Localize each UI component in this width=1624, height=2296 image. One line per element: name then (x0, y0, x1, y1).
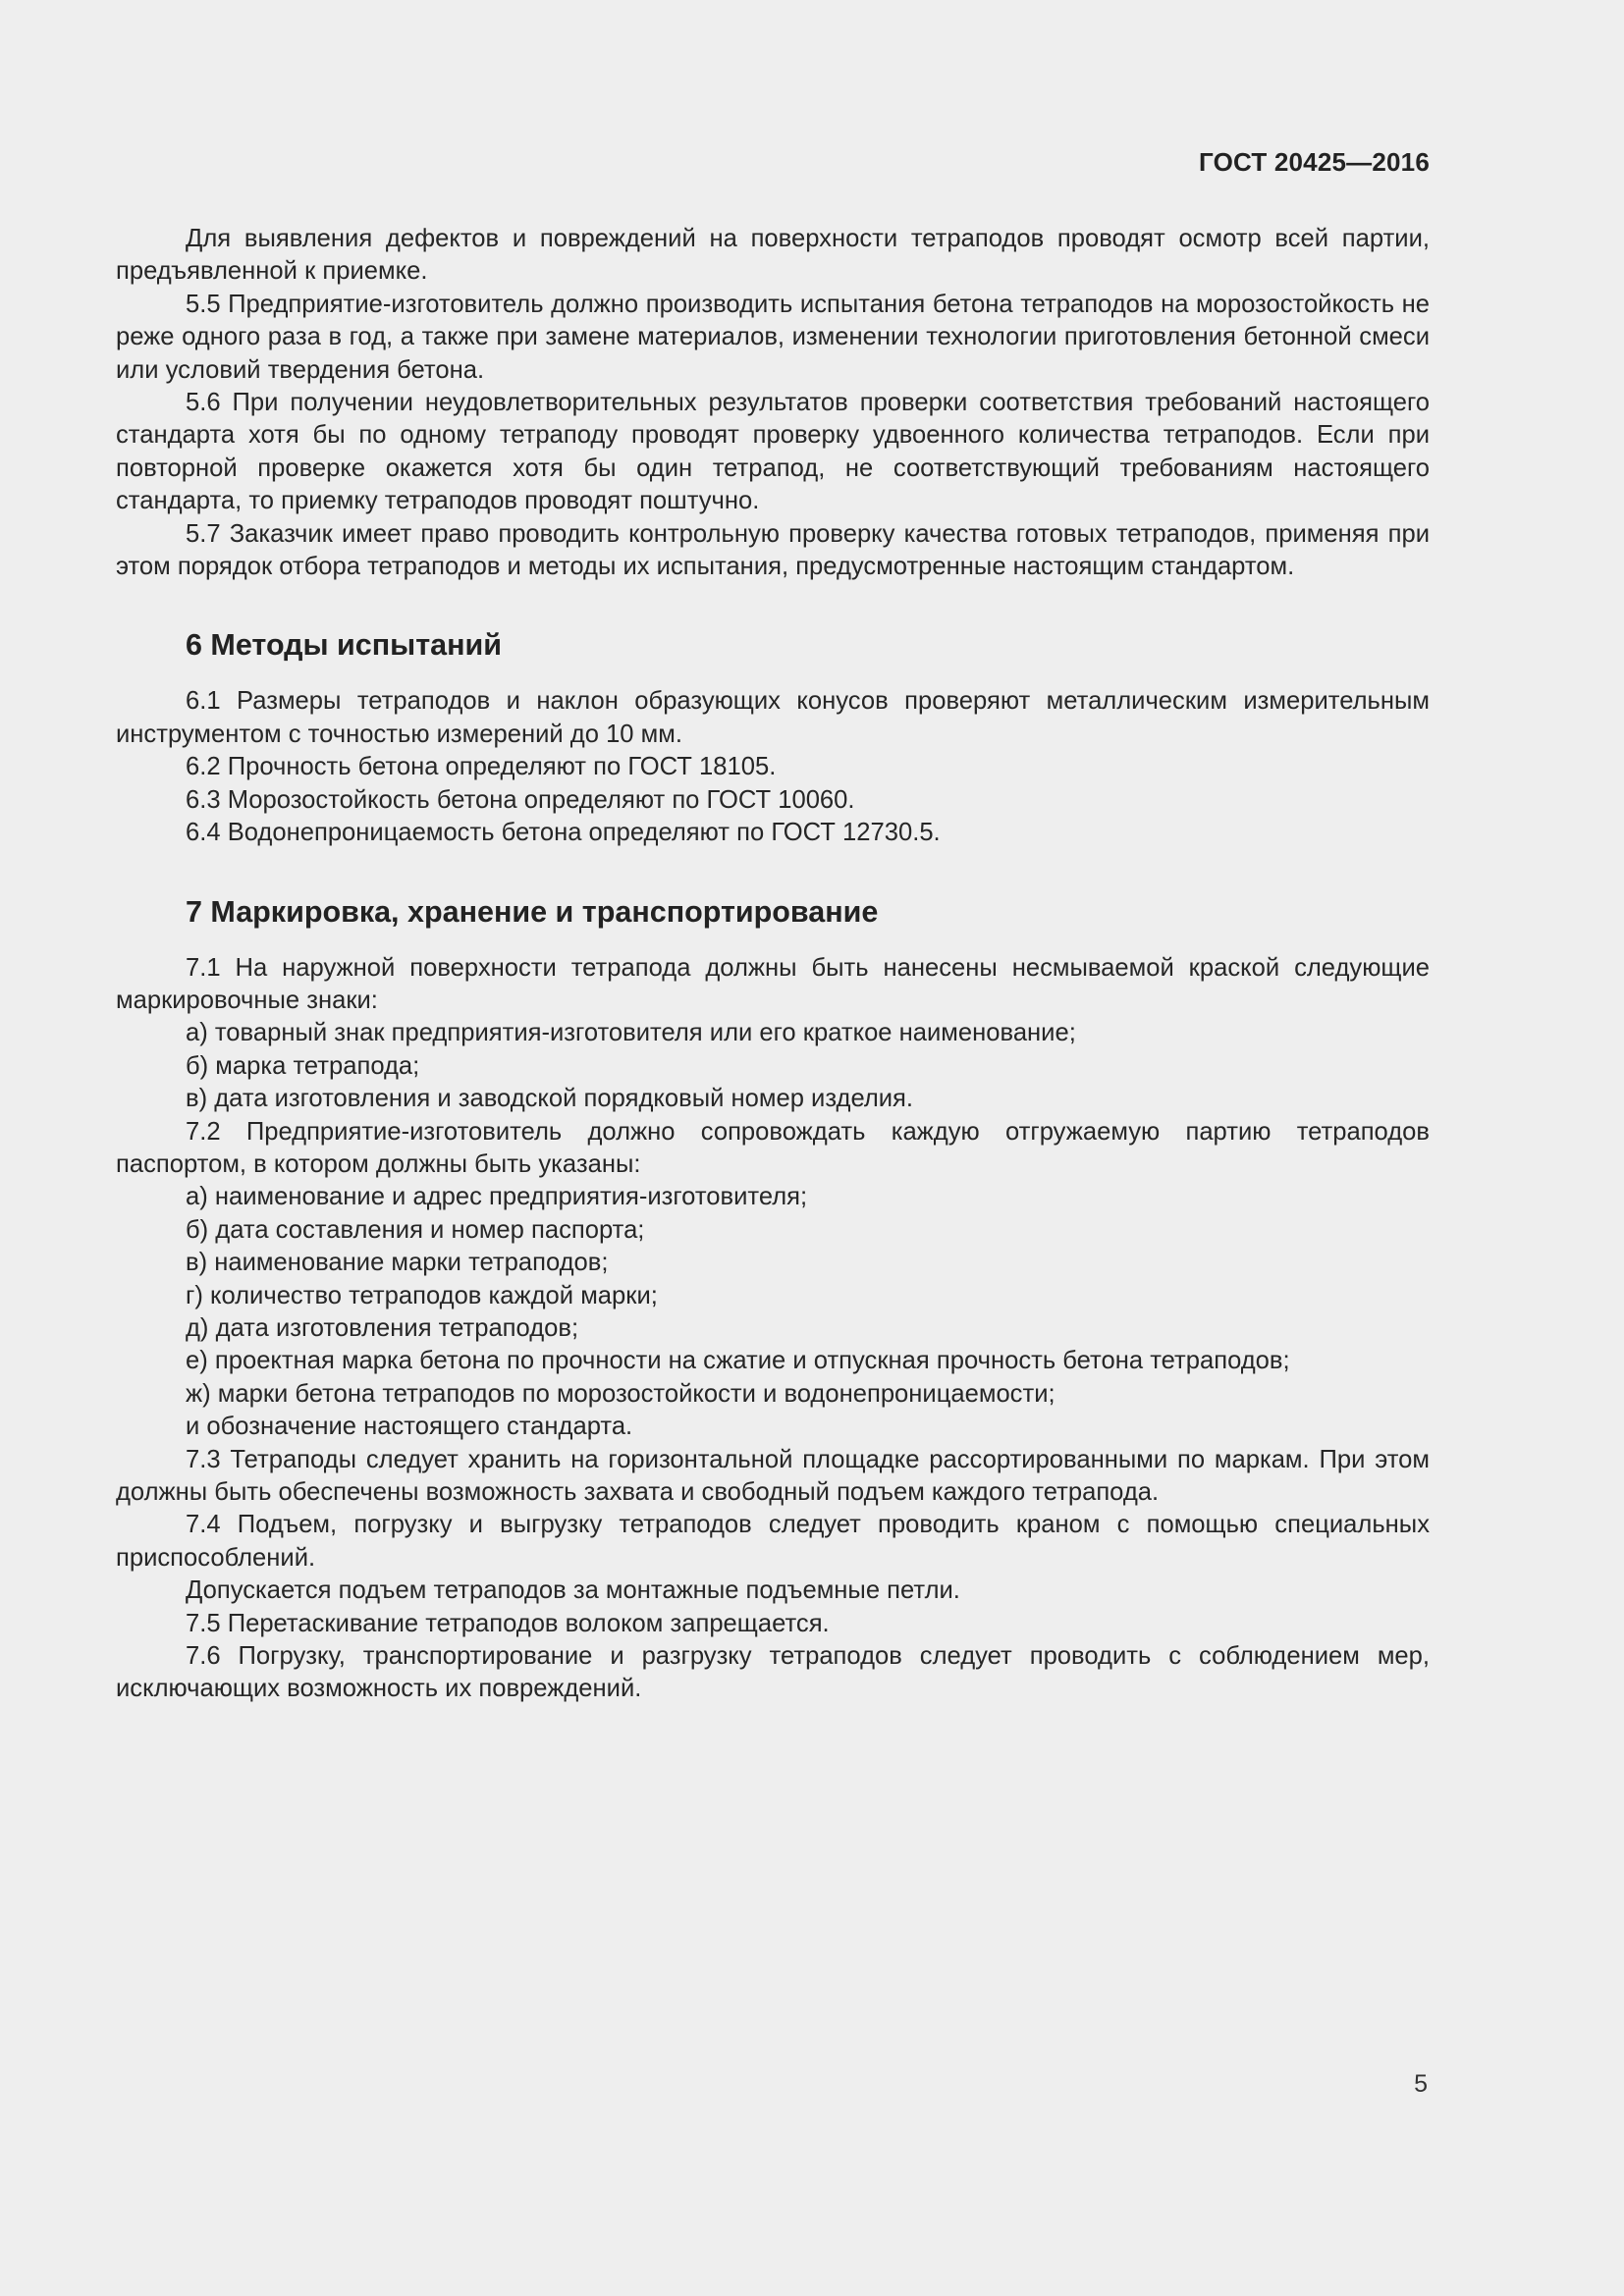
paragraph-5-defects: Для выявления дефектов и повреждений на поверхности тетраподов проводят осмотр всей партии, предъявленной к приемке. (116, 225, 1430, 286)
paragraph-7-2: 7.2 Предприятие-изготовитель должно сопровождать каждую отгружаемую партию тетраподов паспортом, в котором должны быть указаны: (116, 1117, 1430, 1178)
paragraph-6-1: 6.1 Размеры тетраподов и наклон образующих конусов проверяют металлическим измерительным инструментом с точностью измерений до 10 мм. (116, 687, 1430, 748)
paragraph-6-3: 6.3 Морозостойкость бетона определяют по ГОСТ 10060. (186, 785, 855, 814)
paragraph-7-5: 7.5 Перетаскивание тетраподов волоком запрещается. (186, 1609, 830, 1637)
paragraph-7-4-note: Допускается подъем тетраподов за монтажные подъемные петли. (186, 1576, 960, 1605)
paragraph-7-1: 7.1 На наружной поверхности тетрапода должны быть нанесены несмываемой краской следующие маркировочные знаки: (116, 953, 1430, 1014)
list-item: и обозначение настоящего стандарта. (186, 1413, 633, 1441)
list-item: а) наименование и адрес предприятия-изготовителя; (186, 1183, 808, 1211)
document-code: ГОСТ 20425—2016 (1199, 147, 1430, 177)
page-number: 5 (1414, 2070, 1428, 2098)
paragraph-5-5: 5.5 Предприятие-изготовитель должно производить испытания бетона тетраподов на морозостойкость не реже одного раза в год, а также при замене материалов, изменении технологии приготовления бетонной смеси или условий твердения бетона. (116, 290, 1430, 384)
paragraph-5-6: 5.6 При получении неудовлетворительных результатов проверки соответствия требований настоящего стандарта хотя бы по одному тетраподу проводят проверку удвоенного количества тетраподов. Если при повторной проверке окажется хотя бы один тетрапод, не соответствующий требованиям настоящего стандарта, то приемку тетраподов проводят поштучно. (116, 389, 1430, 515)
document-body (116, 223, 1430, 1706)
list-item: ж) марки бетона тетраподов по морозостойкости и водонепроницаемости; (186, 1379, 1056, 1408)
list-item: а) товарный знак предприятия-изготовителя или его краткое наименование; (186, 1019, 1076, 1047)
section-6-heading: 6 Методы испытаний (186, 628, 503, 663)
list-item: е) проектная марка бетона по прочности на сжатие и отпускная прочность бетона тетраподов; (186, 1347, 1290, 1375)
list-item: в) наименование марки тетраподов; (186, 1249, 609, 1277)
paragraph-6-4: 6.4 Водонепроницаемость бетона определяют по ГОСТ 12730.5. (186, 819, 941, 847)
list-item: б) дата составления и номер паспорта; (186, 1215, 645, 1244)
paragraph-5-7: 5.7 Заказчик имеет право проводить контрольную проверку качества готовых тетраподов, применяя при этом порядок отбора тетраподов и методы их испытания, предусмотренные настоящим стандартом. (116, 519, 1430, 581)
list-item: д) дата изготовления тетраподов; (186, 1313, 579, 1342)
section-7-heading: 7 Маркировка, хранение и транспортирование (186, 894, 879, 929)
paragraph-6-2: 6.2 Прочность бетона определяют по ГОСТ 18105. (186, 753, 777, 781)
list-item: б) марка тетрапода; (186, 1051, 420, 1080)
paragraph-7-4: 7.4 Подъем, погрузку и выгрузку тетраподов следует проводить краном с помощью специальных приспособлений. (116, 1511, 1430, 1572)
list-item: в) дата изготовления и заводской порядковый номер изделия. (186, 1085, 914, 1113)
paragraph-7-3: 7.3 Тетраподы следует хранить на горизонтальной площадке рассортированными по маркам. При этом должны быть обеспечены возможность захвата и свободный подъем каждого тетрапода. (116, 1445, 1430, 1506)
list-item: г) количество тетраподов каждой марки; (186, 1281, 658, 1309)
paragraph-7-6: 7.6 Погрузку, транспортирование и разгрузку тетраподов следует проводить с соблюдением мер, исключающих возможность их повреждений. (116, 1642, 1430, 1703)
